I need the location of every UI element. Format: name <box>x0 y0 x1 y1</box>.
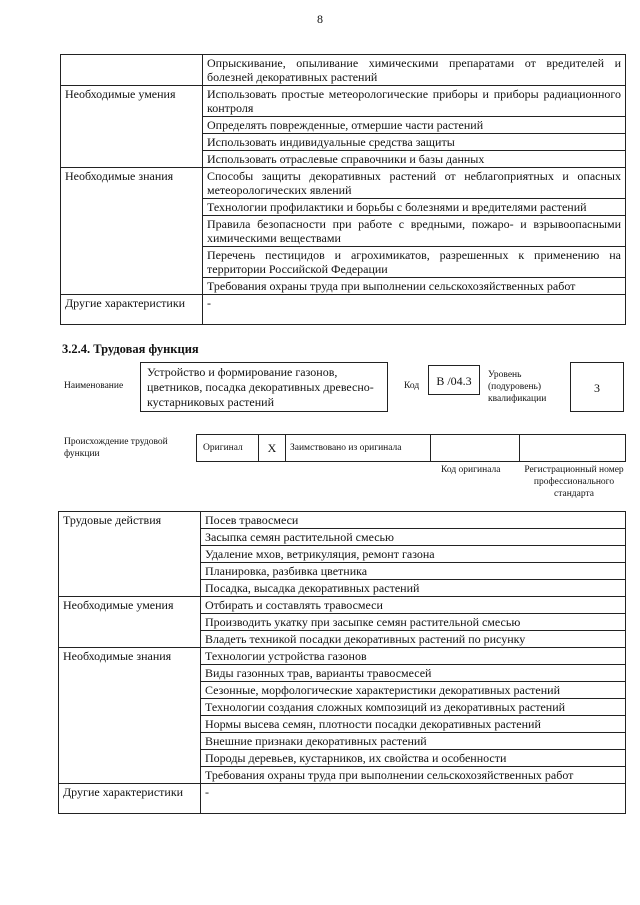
requirement-item: Виды газонных трав, варианты травосмесей <box>201 665 626 682</box>
page-number: 8 <box>317 12 323 26</box>
function-code-field: B /04.3 <box>428 365 480 395</box>
requirement-item: Технологии профилактики и борьбы с болезнями и вредителями растений <box>203 199 626 216</box>
code-label: Код <box>404 381 420 391</box>
table-row <box>59 784 626 814</box>
original-mark: X <box>259 435 286 461</box>
borrowed-label: Заимствовано из оригинала <box>285 435 431 461</box>
original-label: Оригинал <box>197 435 259 461</box>
group-label: Трудовые действия <box>59 512 201 597</box>
requirement-item: Правила безопасности при работе с вредными, пожаро- и взрывоопасными химическими веществами <box>203 216 626 247</box>
requirement-item: Планировка, разбивка цветника <box>201 563 626 580</box>
group-label: Необходимые умения <box>59 597 201 648</box>
requirement-item: Требования охраны труда при выполнении сельскохозяйственных работ <box>203 278 626 295</box>
code-original-cell <box>431 435 520 461</box>
requirement-item: Сезонные, морфологические характеристики декоративных растений <box>201 682 626 699</box>
table-row <box>61 55 626 86</box>
requirement-item: Посадка, высадка декоративных растений <box>201 580 626 597</box>
qualification-level-label: Уровень (подуровень) квалификации <box>488 370 547 404</box>
requirement-item: Удаление мхов, ветрикуляция, ремонт газона <box>201 546 626 563</box>
qualification-level-field: 3 <box>570 362 624 412</box>
requirement-item: Опрыскивание, опыливание химическими препаратами от вредителей и болезней декоративных растений <box>203 55 626 86</box>
requirement-item: Отбирать и составлять травосмеси <box>201 597 626 614</box>
requirement-item: Способы защиты декоративных растений от неблагоприятных и опасных метеорологических явлений <box>203 168 626 199</box>
requirement-item: Внешние признаки декоративных растений <box>201 733 626 750</box>
requirements-table-bottom <box>58 511 626 814</box>
group-label: Необходимые знания <box>61 168 203 295</box>
requirements-table-top <box>60 54 626 325</box>
requirement-item: Использовать индивидуальные средства защиты <box>203 134 626 151</box>
table-row <box>59 512 626 529</box>
section-title: 3.2.4. Трудовая функция <box>62 342 199 356</box>
requirement-item: Технологии создания сложных композиций из декоративных растений <box>201 699 626 716</box>
requirement-item: Посев травосмеси <box>201 512 626 529</box>
requirement-item: Использовать простые метеорологические приборы и приборы радиационного контроля <box>203 86 626 117</box>
table-row <box>61 168 626 199</box>
table-row <box>61 295 626 325</box>
requirement-item: - <box>201 784 626 814</box>
requirement-item: Владеть техникой посадки декоративных растений по рисунку <box>201 631 626 648</box>
requirement-item: Перечень пестицидов и агрохимикатов, разрешенных к применению на территории Российской Федерации <box>203 247 626 278</box>
requirement-item: Породы деревьев, кустарников, их свойства и особенности <box>201 750 626 767</box>
group-label: Необходимые умения <box>61 86 203 168</box>
requirement-item: Требования охраны труда при выполнении сельскохозяйственных работ <box>201 767 626 784</box>
group-label: Другие характеристики <box>61 295 203 325</box>
requirement-item: Определять поврежденные, отмершие части растений <box>203 117 626 134</box>
requirement-item: Использовать отраслевые справочники и базы данных <box>203 151 626 168</box>
group-label: Другие характеристики <box>59 784 201 814</box>
requirement-item: Засыпка семян растительной смесью <box>201 529 626 546</box>
table-row <box>59 648 626 665</box>
group-label: Необходимые знания <box>59 648 201 784</box>
origin-row <box>196 434 626 462</box>
name-label: Наименование <box>64 381 124 391</box>
group-label <box>61 55 203 86</box>
requirement-item: Технологии устройства газонов <box>201 648 626 665</box>
table-row <box>61 86 626 117</box>
function-name-field: Устройство и формирование газонов, цветников, посадка декоративных древесно-кустарниковых растений <box>140 362 388 412</box>
requirement-item: Производить укатку при засыпке семян растительной смесью <box>201 614 626 631</box>
requirement-item: Нормы высева семян, плотности посадки декоративных растений <box>201 716 626 733</box>
origin-label: Происхождение трудовой функции <box>64 437 168 459</box>
registration-number-caption: Регистрационный номер профессионального стандарта <box>524 465 624 499</box>
code-original-caption: Код оригинала <box>441 465 501 475</box>
requirement-item: - <box>203 295 626 325</box>
table-row <box>59 597 626 614</box>
